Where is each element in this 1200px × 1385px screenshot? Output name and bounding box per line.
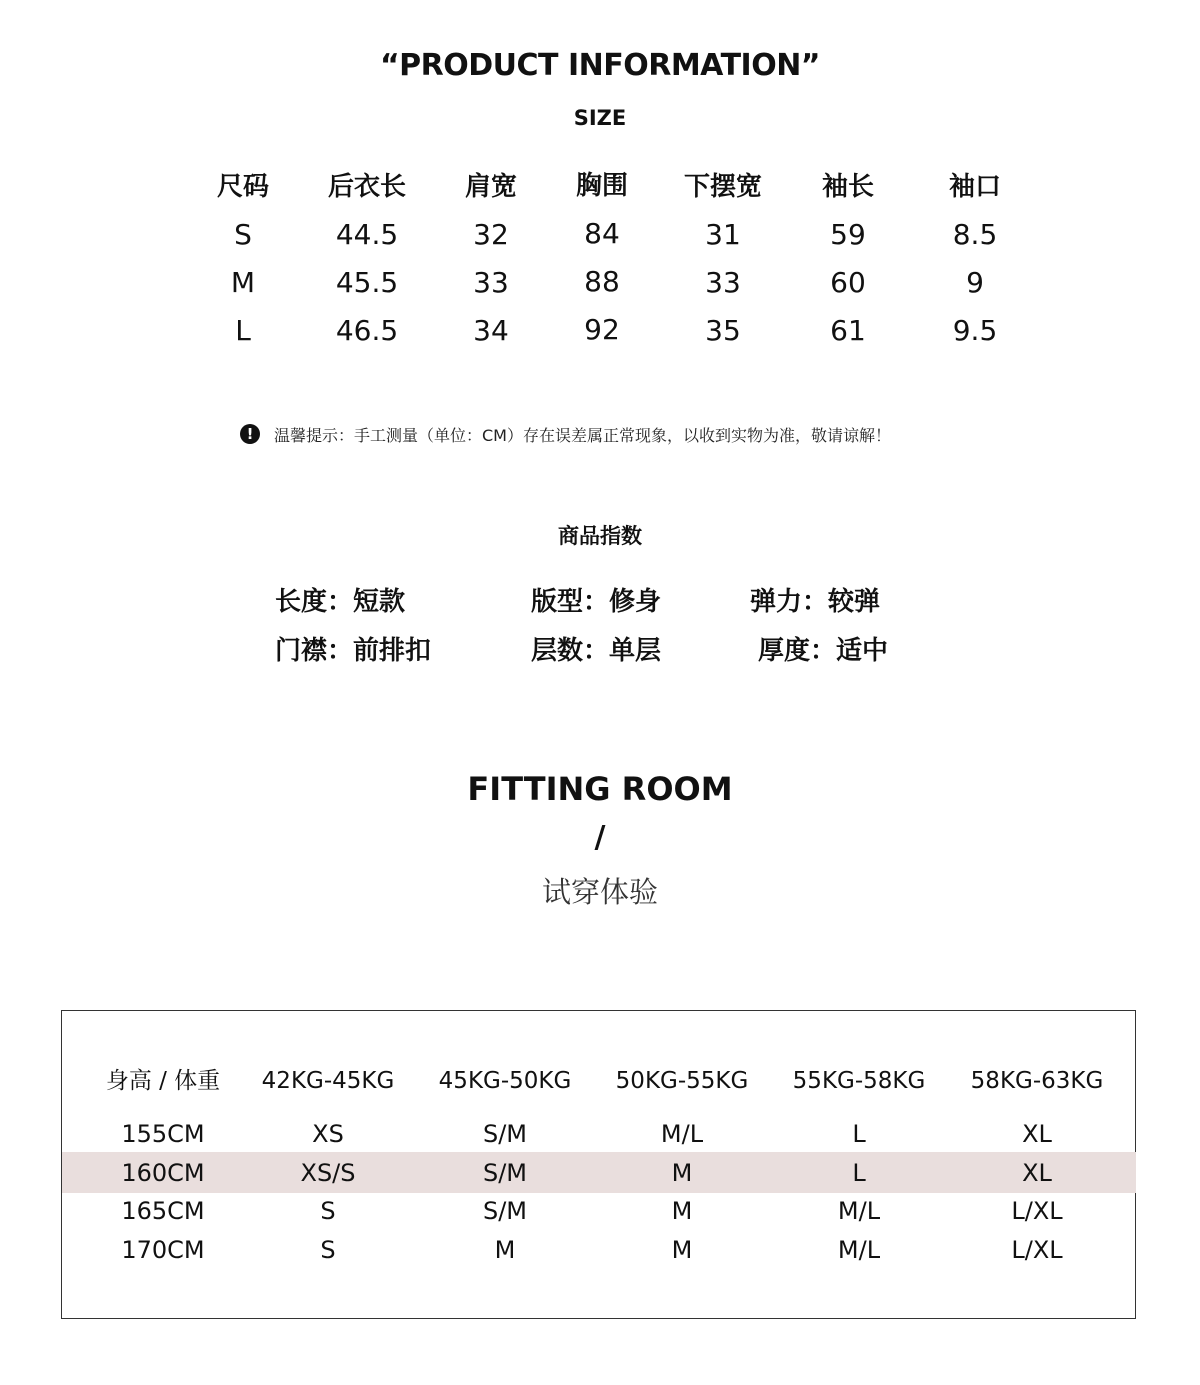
fit-cell: 155CM xyxy=(121,1120,205,1148)
size-col-header: 下摆宽 xyxy=(683,172,762,202)
fit-cell: 160CM xyxy=(121,1159,205,1187)
size-cell: 9 xyxy=(966,266,984,299)
fit-cell: XS xyxy=(312,1120,344,1148)
fitting-room-divider: / xyxy=(594,820,606,855)
size-cell: 60 xyxy=(830,266,866,299)
size-cell: 34 xyxy=(473,314,509,347)
size-cell: 33 xyxy=(473,266,509,299)
size-col-header: 袖口 xyxy=(948,172,1001,202)
attr-thickness: 厚度：适中 xyxy=(758,636,889,666)
size-table xyxy=(0,0,1200,360)
size-col-header: 肩宽 xyxy=(464,172,517,202)
fit-col-header: 50KG-55KG xyxy=(615,1068,749,1094)
fit-cell: M xyxy=(494,1236,516,1264)
size-cell: 46.5 xyxy=(335,314,399,347)
size-section-title: SIZE xyxy=(573,106,627,130)
size-cell: 59 xyxy=(830,218,866,251)
fit-cell: M xyxy=(671,1197,693,1225)
fit-cell: 165CM xyxy=(121,1197,205,1225)
fit-cell: L/XL xyxy=(1011,1236,1063,1264)
measurement-notice xyxy=(240,422,891,446)
size-cell: 31 xyxy=(705,218,741,251)
attr-placket: 门襟：前排扣 xyxy=(275,636,432,666)
attr-length: 长度：短款 xyxy=(275,587,406,617)
fit-cell: M/L xyxy=(837,1197,881,1225)
fit-cell: S/M xyxy=(482,1159,528,1187)
size-col-header: 胸围 xyxy=(575,171,628,201)
fitting-room-title: FITTING ROOM xyxy=(467,770,733,808)
fit-col-header: 身高 / 体重 xyxy=(105,1068,221,1094)
fit-cell: 170CM xyxy=(121,1236,205,1264)
size-cell: 92 xyxy=(584,313,620,346)
fitting-room-subtitle: 试穿体验 xyxy=(541,875,658,909)
size-col-header: 袖长 xyxy=(821,172,874,202)
fit-cell: M xyxy=(671,1159,693,1187)
size-cell: 32 xyxy=(473,218,509,251)
fit-cell: XS/S xyxy=(300,1159,356,1187)
attr-fit: 版型：修身 xyxy=(531,587,662,617)
attr-layers: 层数：单层 xyxy=(531,636,662,666)
fit-cell: S/M xyxy=(482,1197,528,1225)
size-cell: L xyxy=(235,314,251,347)
size-col-header: 后衣长 xyxy=(327,172,406,202)
notice-text: 温馨提示：手工测量（单位：CM）存在误差属正常现象，以收到实物为准，敬请谅解！ xyxy=(274,425,891,445)
fit-cell: M/L xyxy=(660,1120,704,1148)
attr-elasticity: 弹力：较弹 xyxy=(750,587,881,617)
size-cell: 9.5 xyxy=(952,314,998,347)
fit-cell: S xyxy=(320,1236,336,1264)
fit-col-header: 45KG-50KG xyxy=(438,1068,572,1094)
fit-col-header: 42KG-45KG xyxy=(261,1068,395,1094)
fit-col-header: 55KG-58KG xyxy=(792,1068,926,1094)
size-cell: S xyxy=(234,218,252,251)
size-cell: 33 xyxy=(705,266,741,299)
fit-cell: M xyxy=(671,1236,693,1264)
fit-cell: S xyxy=(320,1197,336,1225)
size-cell: 45.5 xyxy=(335,266,399,299)
exclamation-icon: ! xyxy=(240,424,260,444)
size-cell: 44.5 xyxy=(335,218,399,251)
fit-cell: XL xyxy=(1022,1120,1052,1148)
fit-cell: XL xyxy=(1022,1159,1052,1187)
fit-cell: M/L xyxy=(837,1236,881,1264)
product-index-title: 商品指数 xyxy=(558,524,642,548)
size-cell: M xyxy=(230,266,256,299)
size-cell: 88 xyxy=(584,265,620,298)
size-col-header: 尺码 xyxy=(216,172,269,202)
fit-col-header: 58KG-63KG xyxy=(970,1068,1104,1094)
page-title: “PRODUCT INFORMATION” xyxy=(379,48,821,83)
size-cell: 35 xyxy=(705,314,741,347)
fit-cell: L xyxy=(852,1159,866,1187)
fit-cell: L xyxy=(852,1120,866,1148)
size-cell: 84 xyxy=(584,217,620,250)
fit-cell: L/XL xyxy=(1011,1197,1063,1225)
size-cell: 61 xyxy=(830,314,866,347)
fit-cell: S/M xyxy=(482,1120,528,1148)
size-cell: 8.5 xyxy=(952,218,998,251)
